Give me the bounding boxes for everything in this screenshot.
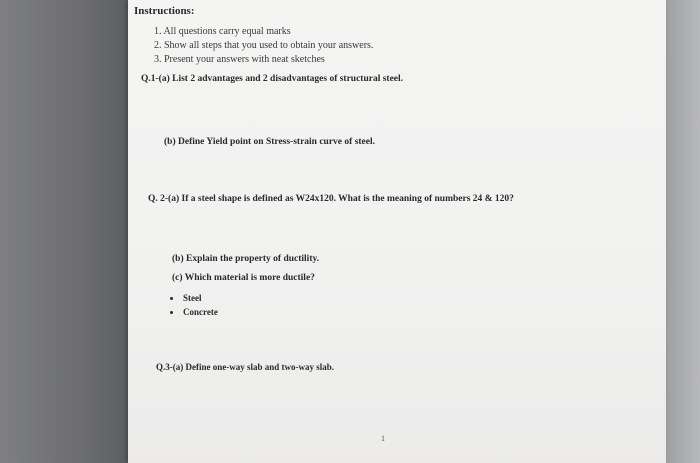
question-3a: Q.3-(a) Define one-way slab and two-way slab. <box>156 362 335 372</box>
instructions-heading: Instructions: <box>134 5 195 17</box>
exam-paper <box>128 0 666 463</box>
page-number: 1 <box>381 434 385 443</box>
background-left <box>0 0 135 463</box>
question-2c: (c) Which material is more ductile? <box>172 273 315 283</box>
option-concrete: Concrete <box>183 307 218 317</box>
question-1b: (b) Define Yield point on Stress-strain curve of steel. <box>164 137 375 147</box>
instruction-item-3: 3. Present your answers with neat sketches <box>154 54 325 65</box>
bullet-icon <box>170 311 173 314</box>
question-2b: (b) Explain the property of ductility. <box>172 254 320 264</box>
background-right <box>660 0 700 463</box>
option-steel: Steel <box>183 293 202 303</box>
bullet-icon <box>170 297 173 300</box>
instruction-item-1: 1. All questions carry equal marks <box>154 26 291 37</box>
question-1a: Q.1-(a) List 2 advantages and 2 disadvantages of structural steel. <box>141 74 404 84</box>
instruction-item-2: 2. Show all steps that you used to obtain your answers. <box>154 40 374 51</box>
question-2a: Q. 2-(a) If a steel shape is defined as W24x120. What is the meaning of numbers 24 & 120? <box>148 194 514 204</box>
